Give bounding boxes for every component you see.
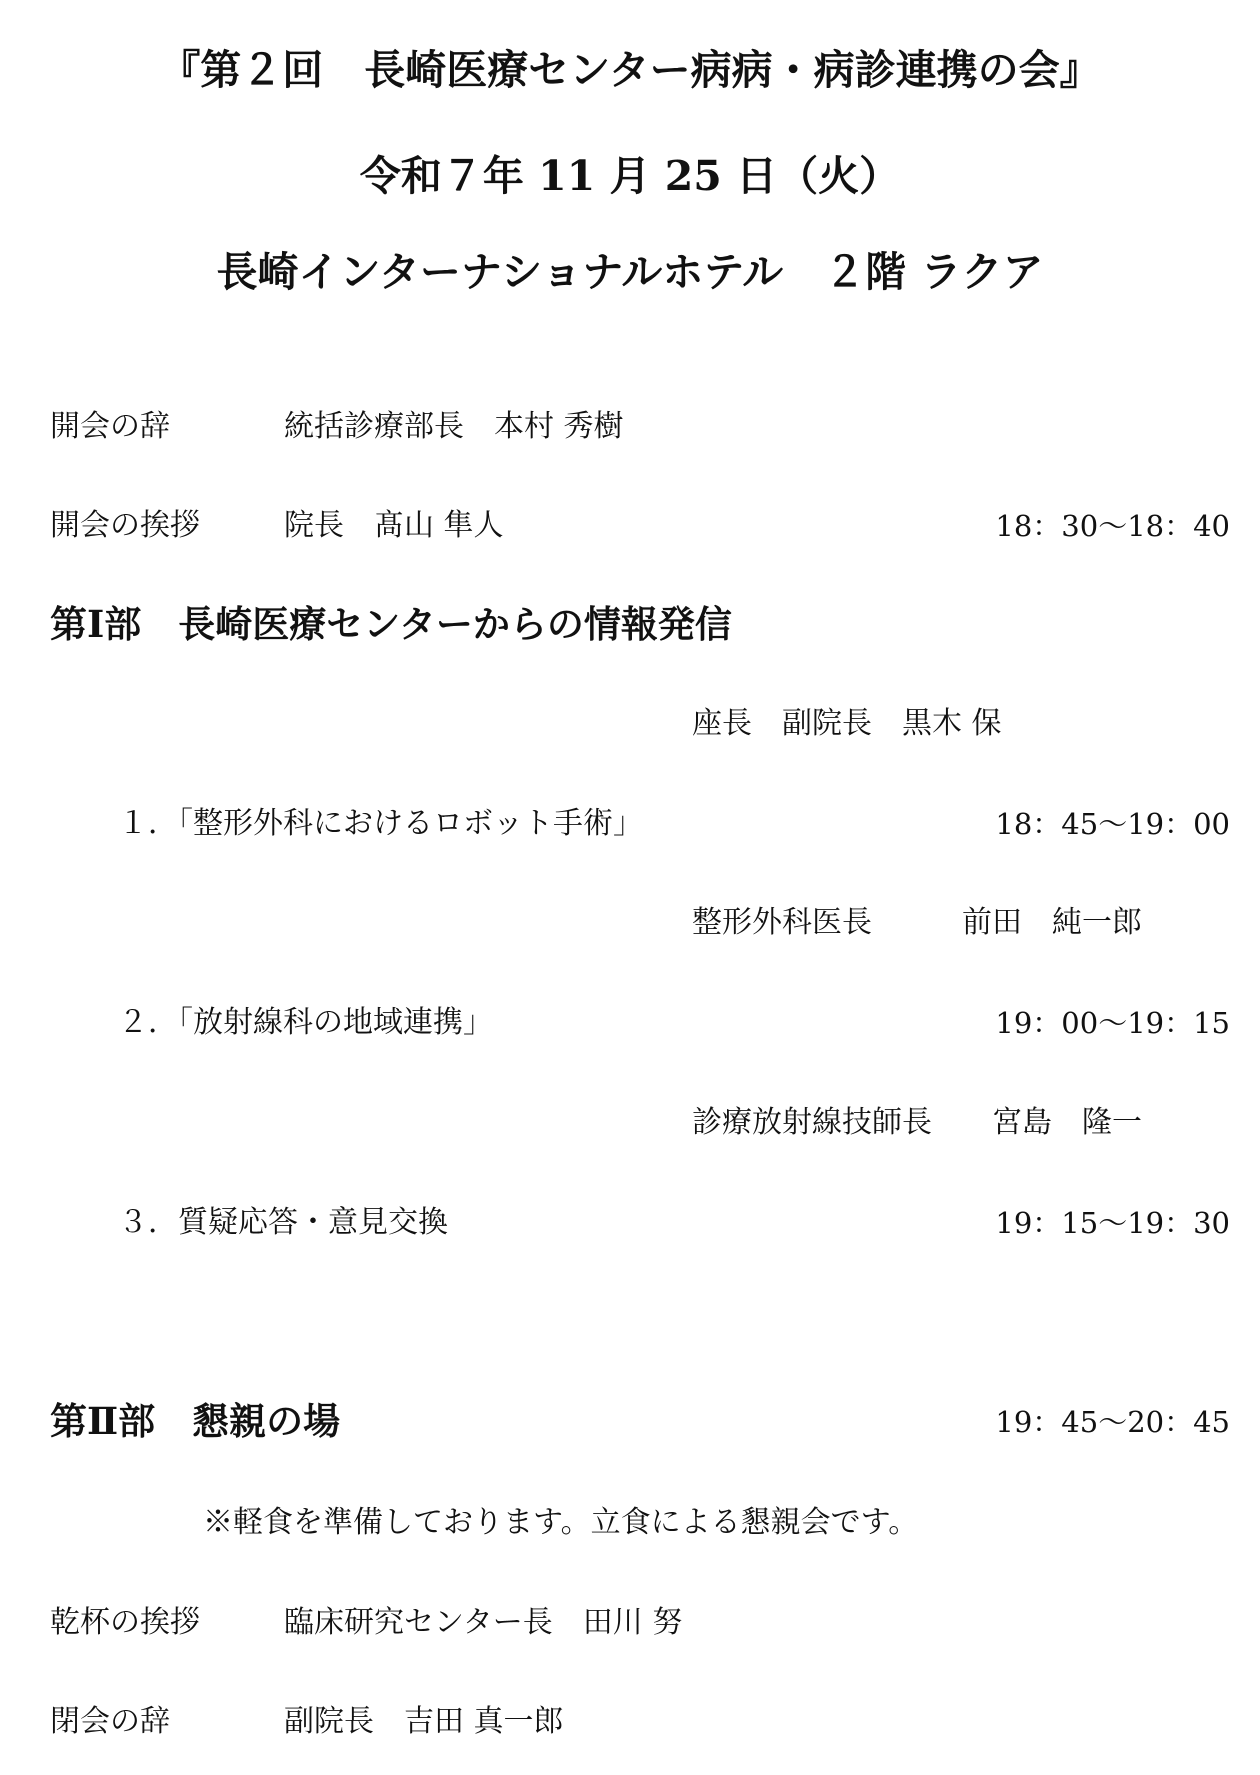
toast-person: 臨床研究センター長 田川 努 bbox=[284, 1605, 683, 1640]
opening-greeting-person: 院長 髙山 隼人 bbox=[284, 508, 504, 543]
part1-item-1-presenter: 整形外科医長 前田 純一郎 bbox=[692, 905, 1142, 940]
part1-item-2-time: 19：00〜19：15 bbox=[995, 1006, 1230, 1040]
part1-item-1-time: 18：45〜19：00 bbox=[995, 807, 1230, 841]
event-venue: 長崎インターナショナルホテル ２階 ラクア bbox=[216, 248, 1044, 296]
part1-item-3-label: ３．質疑応答・意見交換 bbox=[118, 1205, 448, 1240]
part1-item-1-label: １．「整形外科におけるロボット手術」 bbox=[118, 806, 643, 841]
part1-item-2-presenter: 診療放射線技師長 宮島 隆一 bbox=[692, 1105, 1142, 1140]
part2-title: 第Ⅱ部 懇親の場 bbox=[50, 1399, 341, 1443]
closing-label: 閉会の辞 bbox=[50, 1704, 170, 1739]
opening-greeting-label: 開会の挨拶 bbox=[50, 508, 200, 543]
closing-person: 副院長 吉田 真一郎 bbox=[284, 1704, 564, 1739]
event-date: 令和７年 11 月 25 日（火） bbox=[359, 152, 901, 200]
toast-label: 乾杯の挨拶 bbox=[50, 1605, 200, 1640]
part2-note: ※軽食を準備しております。立食による懇親会です。 bbox=[203, 1505, 919, 1540]
part1-item-3-time: 19：15〜19：30 bbox=[995, 1206, 1230, 1240]
event-title: 『第２回 長崎医療センター病病・病診連携の会』 bbox=[159, 46, 1101, 94]
part1-item-2-label: ２．「放射線科の地域連携」 bbox=[118, 1005, 493, 1040]
part1-chair: 座長 副院長 黒木 保 bbox=[692, 706, 1002, 741]
opening-remarks-label: 開会の辞 bbox=[50, 409, 170, 444]
opening-remarks-person: 統括診療部長 本村 秀樹 bbox=[284, 409, 624, 444]
part1-title: 第Ⅰ部 長崎医療センターからの情報発信 bbox=[50, 602, 732, 646]
part2-time: 19：45〜20：45 bbox=[995, 1405, 1230, 1439]
opening-greeting-time: 18：30〜18：40 bbox=[995, 509, 1230, 543]
